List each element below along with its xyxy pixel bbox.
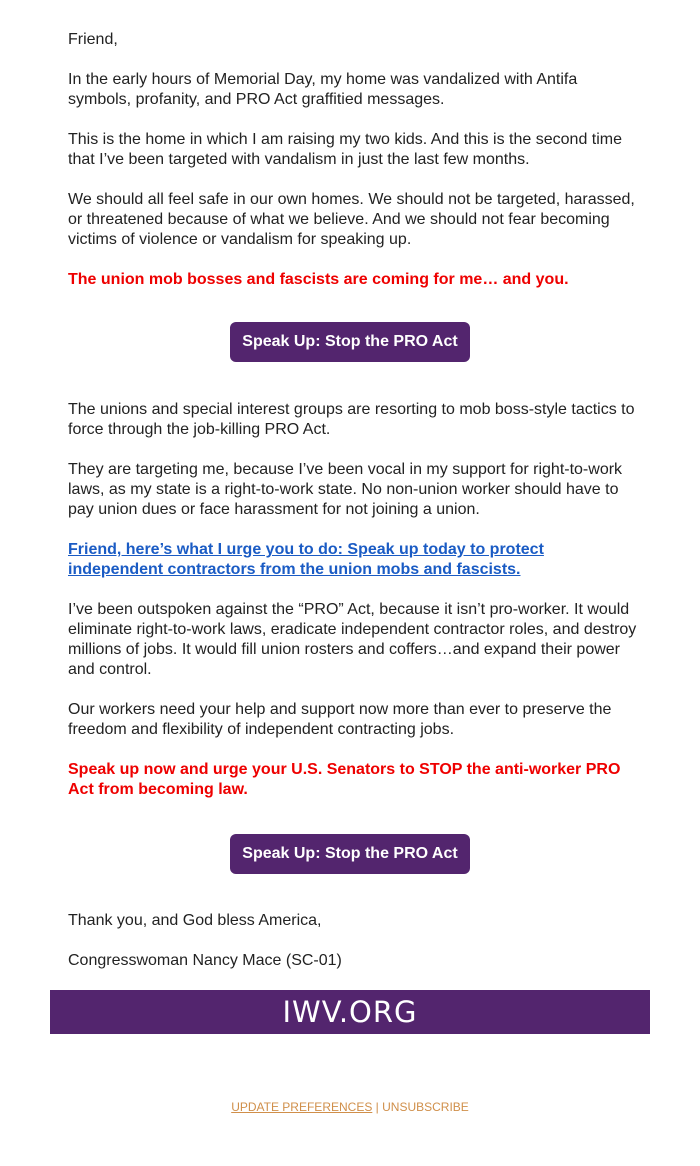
paragraph-unions: The unions and special interest groups are resorting to mob boss-style tactics to force through the job-killing PRO Act. bbox=[68, 401, 635, 438]
email-footer bbox=[0, 1100, 700, 1114]
link-urge-action[interactable] bbox=[68, 540, 640, 580]
iwv-logo-banner[interactable] bbox=[50, 990, 650, 1034]
paragraph-workers: Our workers need your help and support now more than ever to preserve the freedom and flexibility of independent contracting jobs. bbox=[68, 701, 612, 738]
iwv-logo-text: IWV.ORG bbox=[282, 995, 418, 1029]
paragraph-vandalism: In the early hours of Memorial Day, my home was vandalized with Antifa symbols, profanity, and PRO Act graffitied messages. bbox=[68, 71, 578, 108]
update-preferences-link[interactable]: UPDATE PREFERENCES bbox=[231, 1100, 373, 1114]
paragraph-safety: We should all feel safe in our own homes. We should not be targeted, harassed, or threatened because of what we believe. And we should not fear becoming victims of violence or vandalism for speaking up. bbox=[68, 191, 635, 248]
speak-up-button-bottom[interactable]: Speak Up: Stop the PRO Act bbox=[230, 834, 470, 874]
signature: Congresswoman Nancy Mace (SC-01) bbox=[68, 952, 342, 969]
greeting: Friend, bbox=[68, 31, 118, 48]
closing: Thank you, and God bless America, bbox=[68, 912, 322, 929]
footer-separator: | bbox=[372, 1100, 383, 1114]
speak-up-link[interactable]: Friend, here’s what I urge you to do: Speak up today to protect independent contractors from the union mobs and fascists. bbox=[68, 541, 544, 578]
unsubscribe-link[interactable]: UNSUBSCRIBE bbox=[382, 1100, 469, 1114]
paragraph-outspoken: I’ve been outspoken against the “PRO” Act, because it isn’t pro-worker. It would eliminate right-to-work laws, eradicate independent contractor roles, and destroy millions of jobs. It would fill union rosters and coffers…and expand their power and control. bbox=[68, 601, 637, 678]
alert-senators: Speak up now and urge your U.S. Senators to STOP the anti-worker PRO Act from becoming law. bbox=[68, 761, 621, 798]
paragraph-home: This is the home in which I am raising my two kids. And this is the second time that I’ve been targeted with vandalism in just the last few months. bbox=[68, 131, 623, 168]
speak-up-button-top[interactable]: Speak Up: Stop the PRO Act bbox=[230, 322, 470, 362]
paragraph-targeting: They are targeting me, because I’ve been vocal in my support for right-to-work laws, as my state is a right-to-work state. No non-union worker should have to pay union dues or face harassment for not joining a union. bbox=[68, 461, 623, 518]
alert-mob-bosses: The union mob bosses and fascists are coming for me… and you. bbox=[68, 271, 569, 288]
